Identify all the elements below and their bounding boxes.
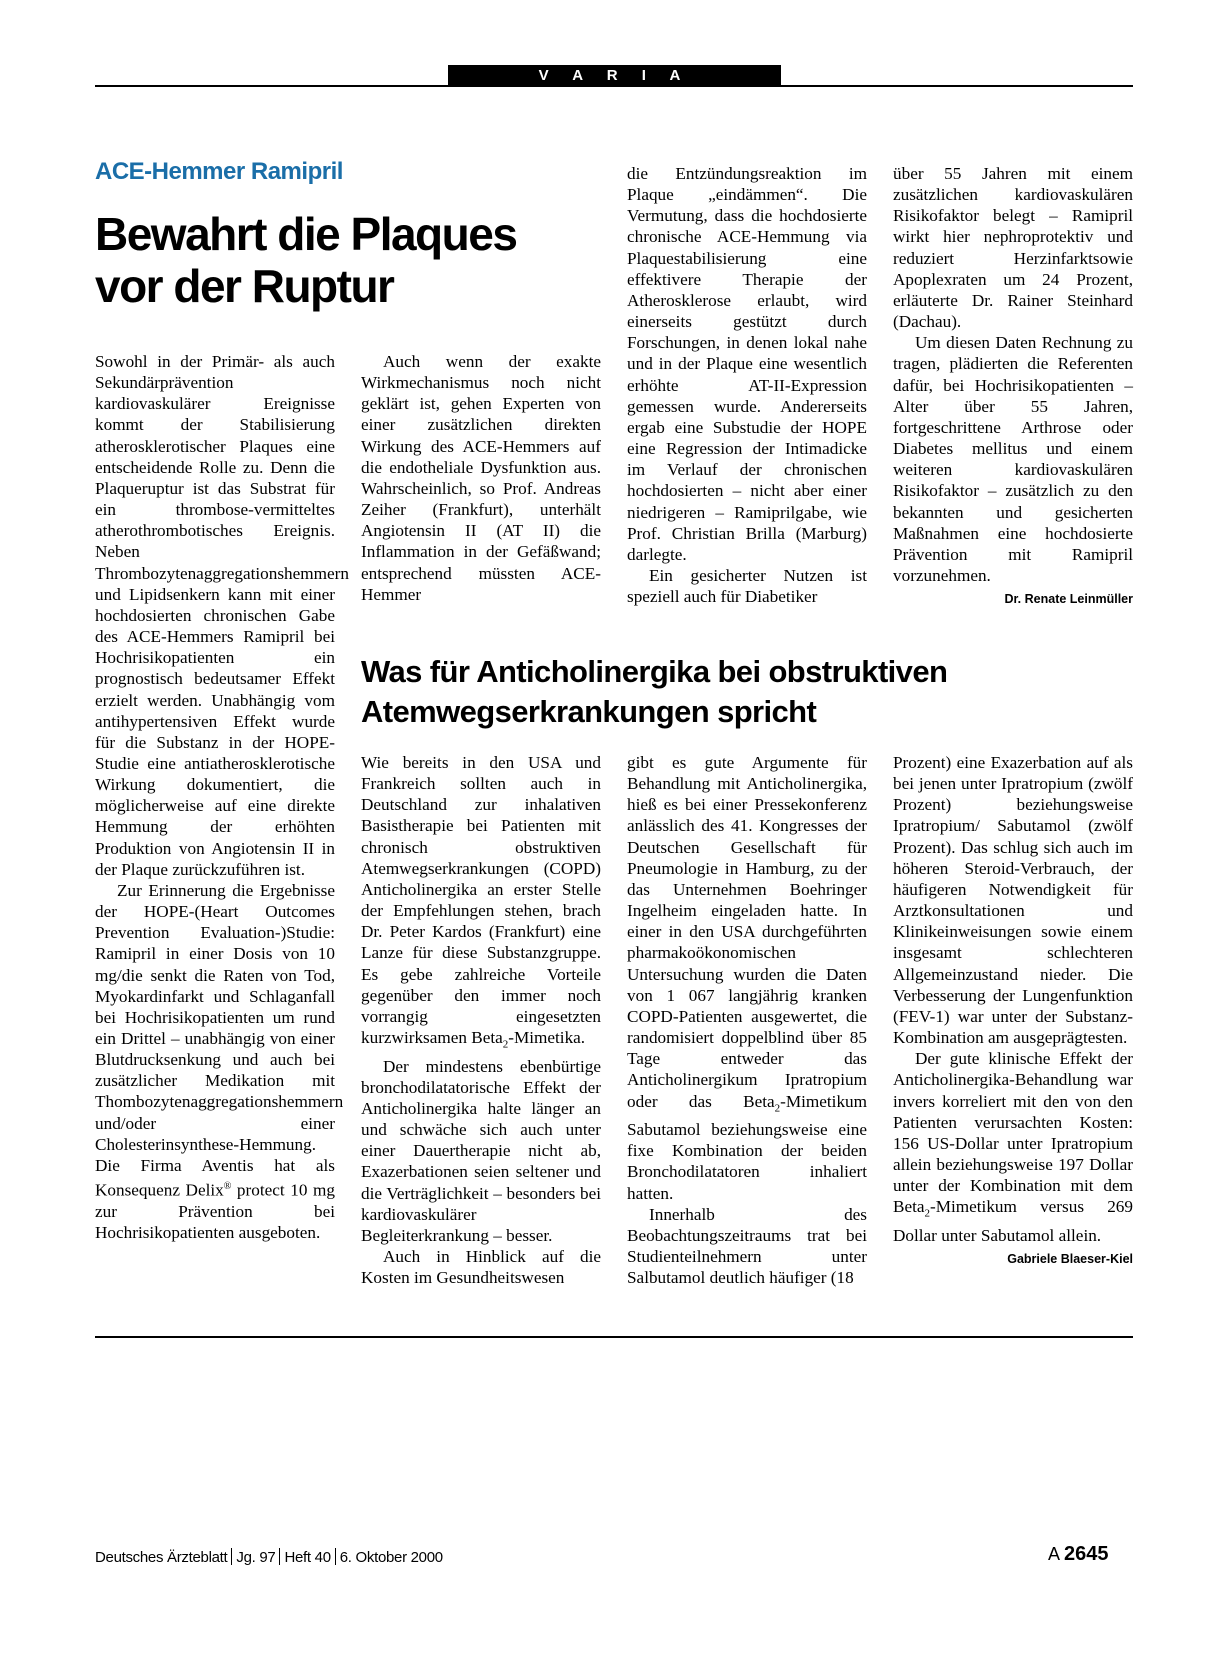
journal-volume: Jg. 97 (236, 1549, 276, 1566)
section-label: V A R I A (448, 65, 781, 86)
subscript: 2 (924, 1207, 930, 1220)
page-number (1048, 1543, 1109, 1566)
page-number-prefix: A (1048, 1544, 1061, 1564)
article1-column-2 (361, 351, 601, 611)
article1-headline-line1: Bewahrt die Plaques (95, 208, 517, 260)
bottom-rule (95, 1336, 1133, 1338)
article2-column-1 (361, 752, 601, 1322)
article2-column-2 (627, 752, 867, 1322)
text-run: Der gute klinische Effekt der Anticholinergika-Behandlung war invers korreliert mit den von den Patienten verursachten Kosten: 156 US-Dollar unter Ipratropium allein beziehungsweise 197 Dollar unter der Kombination mit dem Beta (893, 1049, 1133, 1217)
article1-headline (95, 208, 535, 312)
page-footer (95, 1548, 443, 1566)
paragraph: Innerhalb des Beobachtungszeitraums trat bei Studienteilnehmern unter Salbutamol deutlich häufiger (18 (627, 1204, 867, 1288)
text-run: -Mimetika. (508, 1028, 586, 1048)
text-run: -Mimetikum versus 269 Dollar unter Sabutamol allein. (893, 1197, 1133, 1245)
paragraph (361, 752, 601, 1056)
paragraph: Der mindestens ebenbürtige bronchodilatatorische Effekt der Anticholinergika halte länger an und schwäche sich auch unter einer Dauertherapie nicht ab, Exazerbationen seien seltener und die Verträglichkeit – besonders bei kardiovaskulärer Begleiterkrankung – besser. (361, 1056, 601, 1245)
paragraph: Ein gesicherter Nutzen ist speziell auch für Diabetiker (627, 565, 867, 607)
text-run: protect 10 mg zur Prävention bei Hochrisikopatienten ausgeboten. (95, 1180, 335, 1243)
text-run: -Mimetikum Sabutamol beziehungsweise eine fixe Kombination der beiden Bronchodilatatoren inhaliert hatten. (627, 1091, 867, 1203)
paragraph: Auch wenn der exakte Wirkmechanismus noch nicht geklärt ist, gehen Experten von einer zusätzlichen direkten Wirkung des ACE-Hemmers auf die endotheliale Dysfunktion aus. Wahrscheinlich, so Prof. Andreas Zeiher (Frankfurt), unterhält Angiotensin II (AT II) die Inflammation in der Gefäßwand; entsprechend müssten ACE-Hemmer (361, 352, 601, 604)
subscript: 2 (774, 1101, 781, 1114)
paragraph (893, 332, 1133, 607)
article2-headline-line1: Was für Anticholinergika bei obstruktiven (361, 654, 948, 689)
paragraph: Sowohl in der Primär- als auch Sekundärprävention kardiovaskulärer Ereignisse kommt der Stabilisierung atherosklerotischer Plaques eine entscheidende Rolle zu. Denn die Plaqueruptur ist das Substrat für ein thrombose-vermitteltes atherothrombotisches Ereignis. Neben Thrombozytenaggregationshemmern und Lipidsenkern kann mit einer hochdosierten chronischen Gabe des ACE-Hemmers Ramipril bei Hochrisikopatienten ein prognostisch bedeutsamer Effekt erzielt werden. Unabhängig vom antihypertensiven Effekt wurde für die Substanz in der HOPE-Studie eine antiatherosklerotische Wirkung dokumentiert, die möglicherweise auf eine direkte Hemmung der erhöhten Produktion von Angiotensin II in der Plaque zurückzuführen ist. (95, 352, 349, 879)
paragraph: über 55 Jahren mit einem zusätzlichen kardiovaskulären Risikofaktor belegt – Ramipril wirkt hier nephroprotektiv und reduziert Herzinfarktsowie Apoplexraten um 24 Prozent, erläuterte Dr. Rainer Steinhard (Dachau). (893, 164, 1133, 332)
article1-author: Dr. Renate Leinmüller (1004, 592, 1133, 607)
journal-issue: Heft 40 (284, 1549, 331, 1566)
paragraph: Auch in Hinblick auf die Kosten im Gesundheitswesen (361, 1247, 601, 1288)
article1-column-3 (627, 163, 867, 613)
text-run: Wie bereits in den USA und Frankreich sollten auch in Deutschland zur inhalativen Basistherapie bei Patienten mit chronisch obstruktiven Atemwegserkrankungen (COPD) Anticholinergika an erster Stelle der Empfehlungen stehen, brach Dr. Peter Kardos (Frankfurt) eine Lanze für diese Substanzgruppe. Es gebe zahlreiche Vorteile gegenüber den immer noch vorrangig eingesetzten kurzwirksamen Beta (361, 753, 601, 1048)
journal-date: 6. Oktober 2000 (339, 1549, 443, 1566)
registered-mark: ® (223, 1181, 232, 1193)
text-run: Zur Erinnerung die Ergebnisse der HOPE-(Heart Outcomes Prevention Evaluation-)Studie: Ramipril in einer Dosis von 10 mg/die senkt die Raten von Tod, Myokardinfarkt und Schlaganfall bei Hochrisikopatienten um rund ein Drittel – unabhängig von einer Blutdrucksenkung und auch bei zusätzlicher Medikation mit Thombozytenaggregationshemmern und/oder einer Cholesterinsynthese-Hemmung. Die Firma Aventis hat als Konsequenz Delix (95, 880, 344, 1200)
footer-separator (231, 1548, 232, 1565)
article1-column-1 (95, 351, 349, 1326)
paragraph (627, 752, 867, 1204)
page-number-value: 2645 (1064, 1543, 1109, 1565)
footer-separator (279, 1548, 280, 1565)
journal-name: Deutsches Ärzteblatt (95, 1549, 228, 1566)
article2-column-3 (893, 752, 1133, 1322)
paragraph (95, 880, 344, 1243)
footer-separator (335, 1548, 336, 1565)
text-run: gibt es gute Argumente für Behandlung mit Anticholinergika, hieß es bei einer Pressekonferenz anlässlich des 41. Kongresses der Deutschen Gesellschaft für Pneumologie in Hamburg, zu der das Unternehmen Boehringer Ingelheim eingeladen hatte. In einer in den USA durchgeführten pharmakoökonomischen Untersuchung wurden die Daten von 1 067 langjährig kranken COPD-Patienten ausgewertet, die randomisiert doppelblind über 85 Tage entweder das Anticholinergikum Ipratropium oder das Beta (627, 753, 867, 1111)
article2-headline (361, 652, 1141, 732)
article1-column-4 (893, 163, 1133, 613)
subscript: 2 (502, 1038, 509, 1051)
text-run: Um diesen Daten Rechnung zu tragen, plädierten die Referenten dafür, bei Hochrisikopatienten – Alter über 55 Jahren, fortgeschrittene Arthrose oder Diabetes mellitus und einem weiteren kardiovaskulären Risikofaktor – zusätzlich zu den bekannten und gesicherten Maßnahmen eine hochdosierte Prävention mit Ramipril vorzunehmen. (893, 333, 1133, 585)
paragraph: Prozent) eine Exazerbation auf als bei jenen unter Ipratropium (zwölf Prozent) beziehungsweise Ipratropium/ Sabutamol (zwölf Prozent). Das schlug sich auch im höheren Steroid-Verbrauch, der häufigeren Notwendigkeit für Arztkonsultationen und Klinikeinweisungen sowie einem insgesamt schlechteren Allgemeinzustand nieder. Die Verbesserung der Lungenfunktion (FEV-1) war unter der Substanz-Kombination am ausgeprägtesten. (893, 753, 1133, 1048)
article2-author: Gabriele Blaeser-Kiel (1007, 1252, 1133, 1267)
paragraph (893, 1048, 1133, 1267)
paragraph: die Entzündungsreaktion im Plaque „eindämmen“. Die Vermutung, dass die hochdosierte chronische ACE-Hemmung via Plaquestabilisierung eine effektivere Therapie der Atherosklerose erlaubt, wird einerseits gestützt durch Forschungen, in denen lokal nahe und in der Plaque eine wesentlich erhöhte AT-II-Expression gemessen wurde. Andererseits ergab eine Substudie der HOPE eine Regression der Intimadicke im Verlauf der chronischen hochdosierten – nicht aber einer niedrigeren – Ramiprilgabe, wie Prof. Christian Brilla (Marburg) darlegte. (627, 164, 867, 564)
article2-headline-line2: Atemwegserkrankungen spricht (361, 694, 817, 729)
article1-headline-line2: vor der Ruptur (95, 260, 394, 312)
article1-kicker: ACE-Hemmer Ramipril (95, 158, 343, 185)
